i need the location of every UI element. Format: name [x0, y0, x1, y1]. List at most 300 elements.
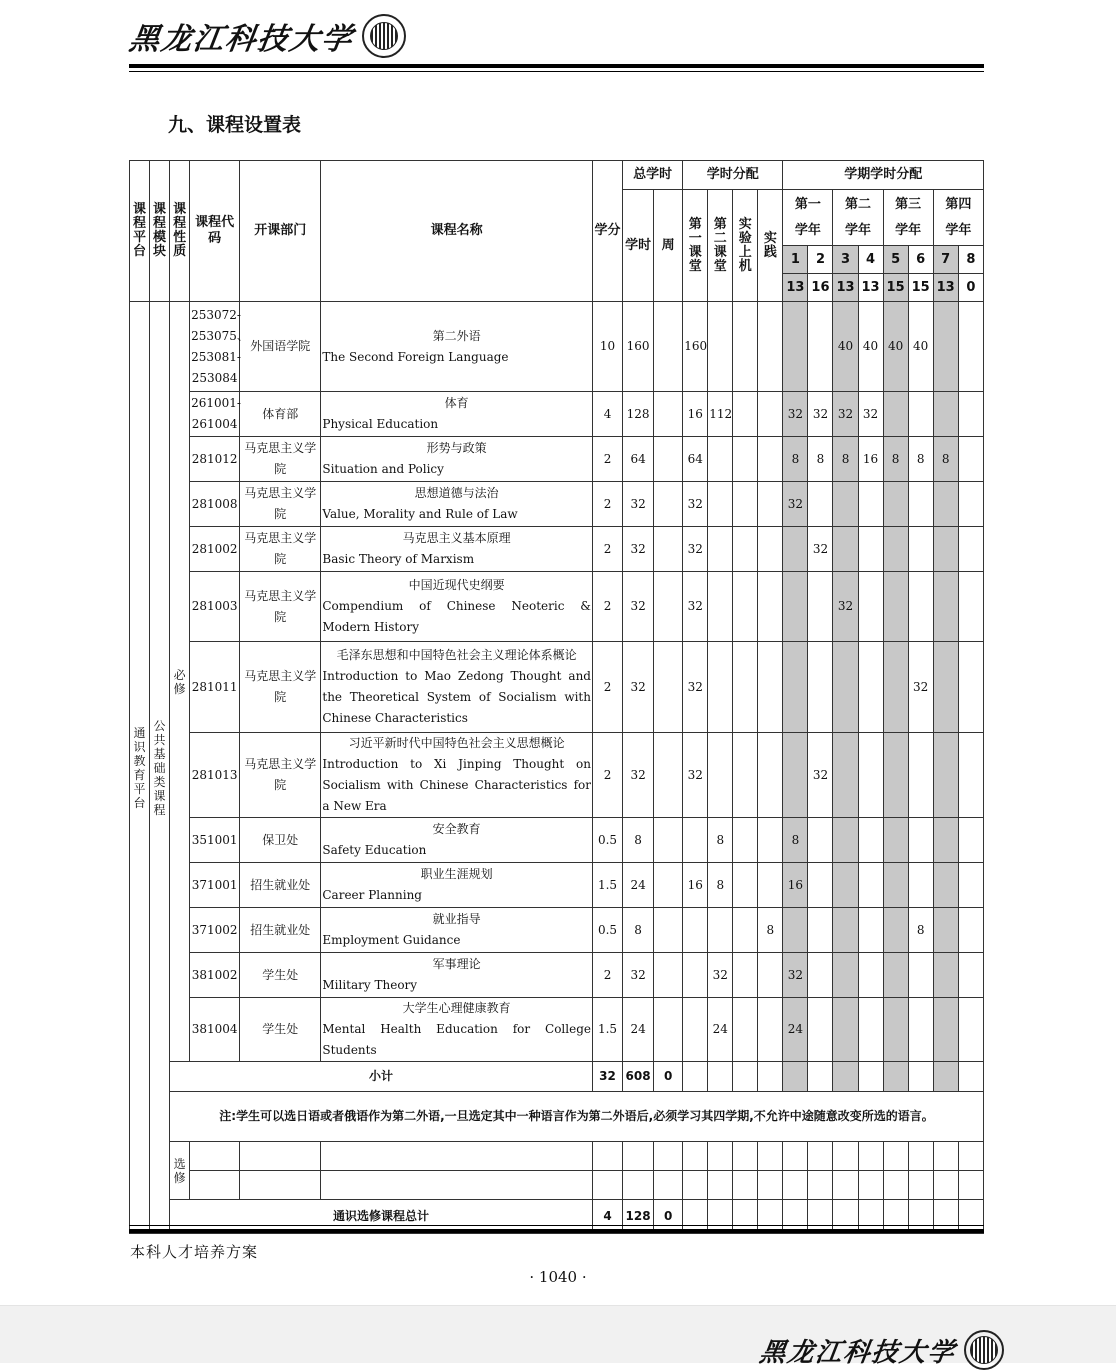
course-prac — [758, 642, 783, 733]
header-second-class: 第二课堂 — [708, 190, 733, 302]
semester-hours — [783, 733, 808, 818]
course-credit: 0.5 — [592, 818, 622, 863]
empty-cell — [733, 1171, 758, 1200]
semester-hours: 40 — [883, 302, 908, 392]
course-c1: 32 — [683, 482, 708, 527]
semester-hours — [783, 302, 808, 392]
elective-total-weeks: 0 — [654, 1200, 683, 1234]
header-dept: 开课部门 — [240, 161, 321, 302]
semester-hours — [883, 733, 908, 818]
course-hours: 24 — [623, 863, 654, 908]
semester-hours: 8 — [783, 437, 808, 482]
course-c2 — [708, 527, 733, 572]
semester-hours — [958, 998, 983, 1062]
semester-hours — [908, 527, 933, 572]
empty-cell — [883, 1142, 908, 1171]
semester-hours — [908, 863, 933, 908]
course-c1: 32 — [683, 572, 708, 642]
course-weeks — [654, 733, 683, 818]
course-lab — [733, 572, 758, 642]
empty-cell — [883, 1171, 908, 1200]
empty-cell — [783, 1062, 808, 1092]
course-credit: 10 — [592, 302, 622, 392]
semester-hours — [908, 953, 933, 998]
semester-hours: 8 — [783, 818, 808, 863]
note-row — [130, 1092, 984, 1142]
semester-hours — [933, 392, 958, 437]
course-row — [130, 863, 984, 908]
course-name-en: Military Theory — [322, 978, 418, 992]
course-code: 281003 — [190, 572, 240, 642]
course-lab — [733, 953, 758, 998]
semester-hours — [958, 392, 983, 437]
course-credit: 2 — [592, 572, 622, 642]
course-code: 281011 — [190, 642, 240, 733]
section-title: 九、课程设置表 — [168, 114, 302, 136]
logo-text: 黑龙江科技大学 — [127, 22, 356, 57]
empty-cell — [190, 1142, 240, 1171]
course-name-zh: 中国近现代史纲要 — [408, 578, 505, 592]
semester-hours — [808, 863, 833, 908]
course-prac — [758, 733, 783, 818]
empty-cell — [592, 1171, 622, 1200]
course-table — [129, 160, 984, 1234]
semester-hours: 32 — [783, 482, 808, 527]
course-dept: 学生处 — [240, 998, 321, 1062]
course-credit: 2 — [592, 527, 622, 572]
empty-cell — [908, 1142, 933, 1171]
course-weeks — [654, 863, 683, 908]
footer-rule-thin — [129, 1225, 984, 1226]
header-course-name: 课程名称 — [321, 161, 593, 302]
semester-hours — [958, 908, 983, 953]
empty-cell — [908, 1062, 933, 1092]
course-name-zh: 马克思主义基本原理 — [402, 531, 511, 545]
course-row — [130, 908, 984, 953]
university-seal-icon — [362, 14, 406, 58]
course-c1: 64 — [683, 437, 708, 482]
course-c2: 8 — [708, 818, 733, 863]
course-code: 371002 — [190, 908, 240, 953]
semester-hours: 16 — [783, 863, 808, 908]
semester-number: 2 — [808, 246, 833, 274]
semester-hours: 8 — [833, 437, 858, 482]
course-c2 — [708, 572, 733, 642]
semester-hours — [833, 527, 858, 572]
empty-cell — [683, 1171, 708, 1200]
course-weeks — [654, 908, 683, 953]
semester-number: 1 — [783, 246, 808, 274]
semester-number: 3 — [833, 246, 858, 274]
note-text: 注:学生可以选日语或者俄语作为第二外语,一旦选定其中一种语言作为第二外语后,必须学习其四学期,不允许中途随意改变所选的语言。 — [170, 1092, 984, 1142]
semester-hours — [933, 733, 958, 818]
course-credit: 0.5 — [592, 908, 622, 953]
course-c2: 8 — [708, 863, 733, 908]
page-number: · 1040 · — [529, 1268, 587, 1286]
subtotal-hours: 608 — [623, 1062, 654, 1092]
header-total-hours: 总学时 — [623, 161, 683, 190]
course-name — [321, 527, 593, 572]
course-row — [130, 437, 984, 482]
course-name-en: Compendium of Chinese Neoteric & Modern History — [322, 599, 591, 634]
empty-cell — [758, 1171, 783, 1200]
course-c1: 16 — [683, 863, 708, 908]
course-prac — [758, 392, 783, 437]
course-c1: 32 — [683, 527, 708, 572]
semester-hours: 8 — [883, 437, 908, 482]
course-dept: 招生就业处 — [240, 908, 321, 953]
course-name-zh: 毛泽东思想和中国特色社会主义理论体系概论 — [336, 648, 577, 662]
course-prac — [758, 572, 783, 642]
empty-cell — [240, 1142, 321, 1171]
course-name — [321, 392, 593, 437]
course-credit: 2 — [592, 953, 622, 998]
course-weeks — [654, 527, 683, 572]
course-lab — [733, 527, 758, 572]
course-name-en: The Second Foreign Language — [322, 349, 509, 364]
course-name-zh: 体育 — [444, 396, 469, 410]
course-c1 — [683, 908, 708, 953]
course-dept: 保卫处 — [240, 818, 321, 863]
empty-cell — [654, 1142, 683, 1171]
empty-cell — [321, 1142, 593, 1171]
empty-cell — [808, 1062, 833, 1092]
semester-hours: 16 — [858, 437, 883, 482]
course-name — [321, 818, 593, 863]
course-code: 381002 — [190, 953, 240, 998]
course-weeks — [654, 437, 683, 482]
semester-hours — [958, 733, 983, 818]
semester-hours — [833, 733, 858, 818]
course-lab — [733, 818, 758, 863]
course-name — [321, 953, 593, 998]
semester-hours: 32 — [808, 392, 833, 437]
semester-hours — [783, 642, 808, 733]
semester-hours — [908, 998, 933, 1062]
empty-cell — [683, 1142, 708, 1171]
course-weeks — [654, 392, 683, 437]
course-name-en: Introduction to Mao Zedong Thought and the Theoretical System of Socialism with Chinese Characteristics — [322, 669, 591, 725]
semester-hours — [883, 482, 908, 527]
course-c1: 16 — [683, 392, 708, 437]
course-weeks — [654, 482, 683, 527]
course-name-en: Career Planning — [322, 888, 422, 902]
semester-hours: 24 — [783, 998, 808, 1062]
course-dept: 外国语学院 — [240, 302, 321, 392]
course-prac — [758, 302, 783, 392]
semester-hours — [908, 818, 933, 863]
semester-hours — [933, 482, 958, 527]
semester-hours — [808, 818, 833, 863]
course-name-zh: 大学生心理健康教育 — [402, 1001, 511, 1015]
header-first-class: 第一课堂 — [683, 190, 708, 302]
empty-cell — [190, 1171, 240, 1200]
empty-cell — [833, 1142, 858, 1171]
course-row — [130, 953, 984, 998]
semester-hours — [908, 392, 933, 437]
logo-text: 黑龙江科技大学 — [757, 1337, 958, 1368]
course-code: 281013 — [190, 733, 240, 818]
course-c2: 32 — [708, 953, 733, 998]
course-dept: 招生就业处 — [240, 863, 321, 908]
semester-hours — [833, 908, 858, 953]
empty-cell — [958, 1062, 983, 1092]
empty-cell — [858, 1142, 883, 1171]
semester-hours — [883, 953, 908, 998]
course-name — [321, 572, 593, 642]
course-dept: 马克思主义学院 — [240, 572, 321, 642]
course-code: 253072-253075、253081-253084 — [190, 302, 240, 392]
header-sem-alloc: 学期学时分配 — [783, 161, 984, 190]
semester-weeks: 13 — [858, 274, 883, 302]
course-row — [130, 482, 984, 527]
footer-rule — [129, 1229, 984, 1233]
semester-hours — [958, 863, 983, 908]
course-code: 281002 — [190, 527, 240, 572]
semester-hours — [808, 642, 833, 733]
course-credit: 2 — [592, 733, 622, 818]
course-c2 — [708, 733, 733, 818]
semester-hours — [933, 818, 958, 863]
semester-hours — [808, 908, 833, 953]
course-weeks — [654, 953, 683, 998]
semester-hours — [958, 482, 983, 527]
semester-hours — [933, 908, 958, 953]
semester-hours — [883, 527, 908, 572]
empty-cell — [833, 1062, 858, 1092]
course-code: 381004 — [190, 998, 240, 1062]
course-prac — [758, 953, 783, 998]
course-row — [130, 302, 984, 392]
semester-hours — [883, 908, 908, 953]
semester-hours — [833, 998, 858, 1062]
course-row — [130, 392, 984, 437]
course-credit: 2 — [592, 482, 622, 527]
empty-cell — [933, 1062, 958, 1092]
course-row — [130, 642, 984, 733]
course-name — [321, 998, 593, 1062]
course-name — [321, 863, 593, 908]
course-code: 261001-261004 — [190, 392, 240, 437]
semester-hours: 32 — [833, 572, 858, 642]
course-hours: 32 — [623, 527, 654, 572]
elective-total-label: 通识选修课程总计 — [170, 1200, 593, 1234]
course-code: 281008 — [190, 482, 240, 527]
semester-hours — [783, 572, 808, 642]
course-row — [130, 733, 984, 818]
semester-hours — [883, 998, 908, 1062]
header-hours: 学时 — [623, 190, 654, 302]
course-dept: 学生处 — [240, 953, 321, 998]
course-prac — [758, 482, 783, 527]
semester-hours: 8 — [908, 908, 933, 953]
course-prac: 8 — [758, 908, 783, 953]
course-dept: 马克思主义学院 — [240, 527, 321, 572]
header-year1: 第一学年 — [783, 190, 833, 246]
semester-hours: 32 — [858, 392, 883, 437]
semester-hours — [883, 818, 908, 863]
semester-weeks: 13 — [933, 274, 958, 302]
semester-hours — [883, 572, 908, 642]
semester-hours: 40 — [908, 302, 933, 392]
semester-hours — [858, 572, 883, 642]
semester-number: 6 — [908, 246, 933, 274]
semester-hours — [958, 527, 983, 572]
semester-hours — [958, 818, 983, 863]
subtotal-weeks: 0 — [654, 1062, 683, 1092]
course-name — [321, 302, 593, 392]
semester-hours — [808, 302, 833, 392]
semester-hours — [933, 953, 958, 998]
course-hours: 32 — [623, 953, 654, 998]
semester-hours — [858, 908, 883, 953]
empty-cell — [783, 1142, 808, 1171]
course-hours: 8 — [623, 908, 654, 953]
course-lab — [733, 998, 758, 1062]
course-hours: 32 — [623, 733, 654, 818]
header-rule-thin — [129, 71, 984, 72]
header-nature: 课程性质 — [170, 161, 190, 302]
empty-cell — [833, 1171, 858, 1200]
course-hours: 32 — [623, 642, 654, 733]
course-lab — [733, 863, 758, 908]
course-name — [321, 642, 593, 733]
empty-cell — [733, 1062, 758, 1092]
semester-hours — [858, 863, 883, 908]
course-weeks — [654, 998, 683, 1062]
header-weeks: 周 — [654, 190, 683, 302]
course-weeks — [654, 642, 683, 733]
semester-hours — [933, 572, 958, 642]
empty-cell — [733, 1142, 758, 1171]
course-hours: 24 — [623, 998, 654, 1062]
course-c1 — [683, 998, 708, 1062]
semester-number: 8 — [958, 246, 983, 274]
course-row — [130, 998, 984, 1062]
course-lab — [733, 733, 758, 818]
platform-cell: 通识教育平台 — [130, 302, 150, 1234]
empty-cell — [883, 1062, 908, 1092]
semester-weeks: 13 — [783, 274, 808, 302]
course-lab — [733, 642, 758, 733]
course-c2 — [708, 482, 733, 527]
semester-hours — [833, 818, 858, 863]
course-name-en: Physical Education — [322, 417, 439, 431]
elective-total-credit: 4 — [592, 1200, 622, 1234]
semester-hours: 32 — [908, 642, 933, 733]
semester-hours: 8 — [808, 437, 833, 482]
university-seal-icon — [964, 1330, 1004, 1370]
semester-hours — [933, 863, 958, 908]
semester-hours — [808, 953, 833, 998]
semester-hours: 32 — [833, 392, 858, 437]
semester-hours — [958, 302, 983, 392]
semester-hours — [858, 642, 883, 733]
subtotal-label: 小计 — [170, 1062, 593, 1092]
semester-hours — [933, 302, 958, 392]
course-hours: 160 — [623, 302, 654, 392]
empty-cell — [321, 1171, 593, 1200]
elective-row — [130, 1142, 984, 1171]
course-name — [321, 437, 593, 482]
semester-weeks: 15 — [883, 274, 908, 302]
course-weeks — [654, 572, 683, 642]
semester-hours — [833, 953, 858, 998]
semester-hours — [933, 642, 958, 733]
header-practice: 实践 — [758, 190, 783, 302]
semester-hours — [908, 733, 933, 818]
semester-number: 4 — [858, 246, 883, 274]
semester-hours: 32 — [783, 392, 808, 437]
next-page-logo — [757, 1330, 1004, 1370]
empty-cell — [933, 1171, 958, 1200]
semester-hours — [883, 863, 908, 908]
university-logo — [127, 14, 406, 58]
semester-hours — [858, 953, 883, 998]
course-c2 — [708, 437, 733, 482]
course-weeks — [654, 818, 683, 863]
semester-weeks: 13 — [833, 274, 858, 302]
header-rule — [129, 64, 984, 68]
header-year3: 第三学年 — [883, 190, 933, 246]
course-lab — [733, 392, 758, 437]
empty-cell — [654, 1171, 683, 1200]
course-credit: 4 — [592, 392, 622, 437]
course-prac — [758, 527, 783, 572]
course-name-zh: 就业指导 — [432, 912, 481, 926]
course-hours: 64 — [623, 437, 654, 482]
semester-hours: 8 — [933, 437, 958, 482]
empty-cell — [708, 1142, 733, 1171]
course-name — [321, 482, 593, 527]
course-c2 — [708, 642, 733, 733]
semester-hours — [958, 642, 983, 733]
header-year2: 第二学年 — [833, 190, 883, 246]
course-name-zh: 安全教育 — [432, 822, 481, 836]
empty-cell — [592, 1142, 622, 1171]
course-prac — [758, 998, 783, 1062]
header-credit: 学分 — [592, 161, 622, 302]
semester-hours — [808, 998, 833, 1062]
nature-elective-cell: 选修 — [170, 1142, 190, 1200]
semester-weeks: 15 — [908, 274, 933, 302]
course-credit: 2 — [592, 437, 622, 482]
empty-cell — [908, 1171, 933, 1200]
course-credit: 1.5 — [592, 863, 622, 908]
semester-hours — [858, 482, 883, 527]
course-lab — [733, 302, 758, 392]
course-lab — [733, 482, 758, 527]
semester-number: 7 — [933, 246, 958, 274]
empty-cell — [933, 1142, 958, 1171]
empty-cell — [858, 1171, 883, 1200]
semester-hours — [858, 733, 883, 818]
elective-total-hours: 128 — [623, 1200, 654, 1234]
course-hours: 32 — [623, 572, 654, 642]
course-name-zh: 习近平新时代中国特色社会主义思想概论 — [348, 736, 565, 750]
semester-hours — [908, 482, 933, 527]
semester-hours — [833, 642, 858, 733]
course-c1 — [683, 818, 708, 863]
semester-hours: 32 — [808, 527, 833, 572]
empty-cell — [240, 1171, 321, 1200]
semester-hours — [958, 953, 983, 998]
course-name-zh: 职业生涯规划 — [420, 867, 493, 881]
empty-cell — [683, 1062, 708, 1092]
header-platform: 课程平台 — [130, 161, 150, 302]
course-dept: 马克思主义学院 — [240, 642, 321, 733]
semester-hours — [858, 998, 883, 1062]
